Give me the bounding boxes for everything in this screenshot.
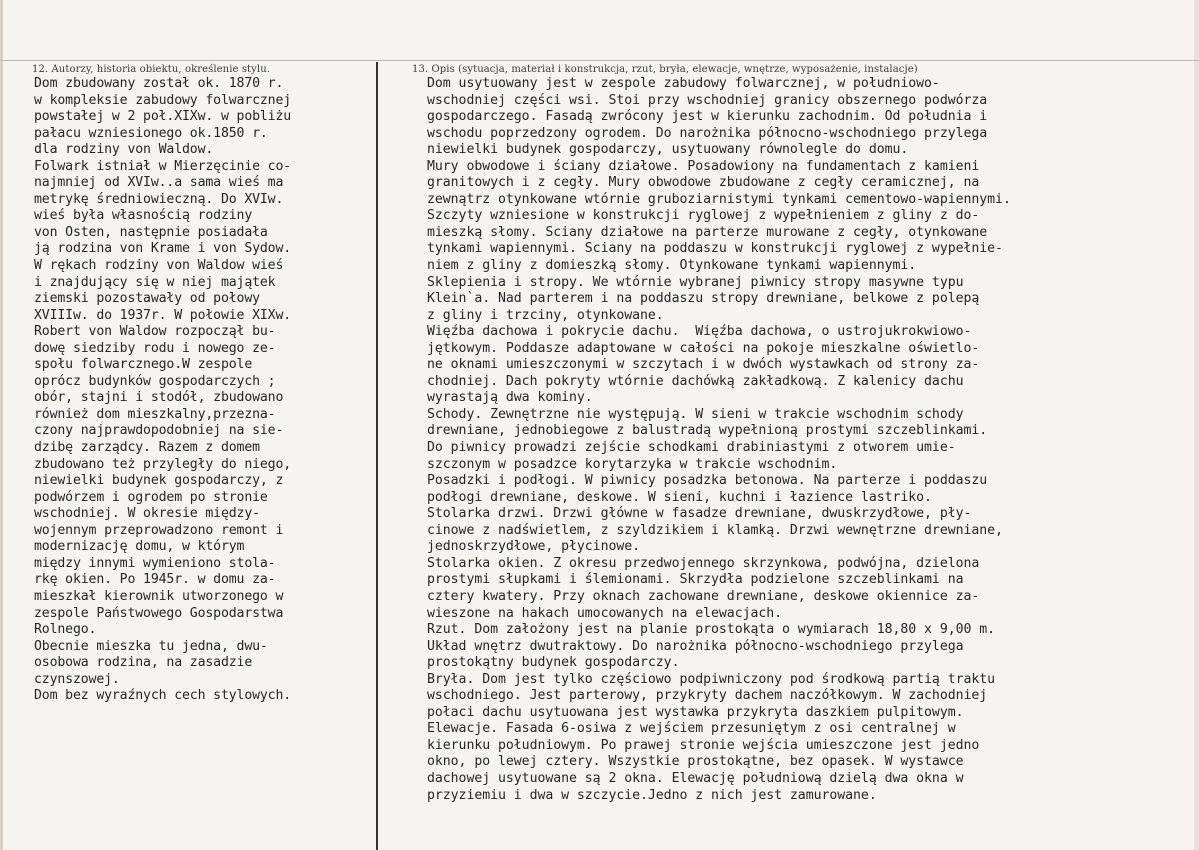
history-text-line: i znajdujący się w niej majątek	[34, 274, 276, 290]
description-text-line: wschodniego. Jest parterowy, przykryty dachem naczółkowym. W zachodniej	[427, 688, 988, 704]
history-text-line: Rolnego.	[34, 622, 97, 638]
description-text-line: Klein`a. Nad parterem i na poddaszu stropy drewniane, belkowe z polepą	[427, 291, 980, 307]
history-text-line: Robert von Waldow rozpoczął bu-	[34, 324, 276, 340]
description-text-line: zewnątrz otynkowane wtórnie gruboziarnistymi tynkami cementowo-wapiennymi.	[427, 191, 1011, 207]
description-text-column	[427, 76, 1192, 804]
history-text-line: również dom mieszkalny,przezna-	[34, 406, 276, 422]
description-text-line: z gliny i trzciny, otynkowane.	[427, 307, 664, 323]
description-text-line: granitowych i z cegły. Mury obwodowe zbudowane z cegły ceramicznej, na	[427, 175, 980, 191]
description-text-line: Układ wnętrz dwutraktowy. Do narożnika północno-wschodniego przylega	[427, 638, 964, 654]
history-text-line: podwórzem i ogrodem po stronie	[34, 489, 268, 505]
description-text-line: Elewacje. Fasada 6-osiwa z wejściem przesuniętym z osi centralnej w	[427, 721, 956, 737]
description-text-line: Szczyty wzniesione w konstrukcji ryglowej z wypełnieniem z gliny z do-	[427, 208, 980, 224]
description-text-line: wieszone na hakach umocowanych na elewacjach.	[427, 605, 783, 621]
description-text-line: Stolarka okien. Z okresu przedwojennego skrzynkowa, podwójna, dzielona	[427, 555, 980, 571]
description-text-line: szczonym w posadzce korytarzyka w trakcie wschodnim.	[427, 456, 838, 472]
history-text-line: zespole Państwowego Gospodarstwa	[34, 605, 284, 621]
history-text-line: wieś była własnością rodziny	[34, 208, 253, 224]
description-text-line: cztery kwatery. Przy oknach zachowane drewniane, deskowe okiennice za-	[427, 588, 980, 604]
history-text-line: powstałej w 2 poł.XIXw. w pobliżu	[34, 109, 292, 125]
description-text-line: gospodarczego. Fasadą zwrócony jest w kierunku zachodnim. Od południa i	[427, 109, 988, 125]
history-text-line: dowę siedziby rodu i nowego ze-	[34, 340, 276, 356]
history-text-line: dzibę zarządcy. Razem z domem	[34, 440, 260, 456]
description-text-line: Stolarka drzwi. Drzwi główne w fasadze drewniane, dwuskrzydłowe, pły-	[427, 506, 972, 522]
history-text-line: pałacu wzniesionego ok.1850 r.	[34, 125, 268, 141]
description-text-line: Do piwnicy prowadzi zejście schodkami drabiniastymi z otworem umie-	[427, 440, 956, 456]
history-text-column	[34, 76, 374, 705]
description-text-line: Posadzki i podłogi. W piwnicy posadzka betonowa. Na parterze i poddaszu	[427, 473, 988, 489]
description-text-line: prostokątny budynek gospodarczy.	[427, 655, 680, 671]
history-text-line: społu folwarcznego.W zespole	[34, 357, 253, 373]
history-text-line: Dom zbudowany został ok. 1870 r.	[34, 76, 284, 91]
history-text-line: von Osten, następnie posiadała	[34, 224, 268, 240]
history-text-line: ją rodzina von Krame i von Sydow.	[34, 241, 292, 257]
history-text-line: mieszkał kierownik utworzonego w	[34, 588, 284, 604]
history-text-line: wojennym przeprowadzono remont i	[34, 522, 284, 538]
history-text-line: W rękach rodziny von Waldow wieś	[34, 258, 284, 274]
history-text-line: obór, stajni i stodół, zbudowano	[34, 390, 284, 406]
history-text-line: oprócz budynków gospodarczych ;	[34, 373, 276, 389]
history-text-line: ziemski pozostawały od połowy	[34, 291, 260, 307]
description-text-line: Sklepienia i stropy. We wtórnie wybranej piwnicy stropy masywne typu	[427, 274, 964, 290]
history-text-line: między innymi wymieniono stola-	[34, 555, 276, 571]
description-text-line: Schody. Zewnętrzne nie występują. W sieni w trakcie wschodnim schody	[427, 406, 964, 422]
history-text-line: Dom bez wyraźnych cech stylowych.	[34, 688, 292, 704]
section-13-heading: 13. Opis (sytuacja, materiał i konstrukcja, rzut, bryła, elewacje, wnętrze, wyposażenie, instalacje)	[412, 64, 918, 75]
description-text-line: jętkowym. Poddasze adaptowane w całości na pokoje mieszkalne oświetlo-	[427, 340, 980, 356]
description-text-line: okno, po lewej cztery. Wszystkie prostokątne, bez opasek. W wystawce	[427, 754, 964, 770]
history-text-line: Folwark istniał w Mierzęcinie co-	[34, 158, 292, 174]
history-text-line: czony najprawdopodobniej na sie-	[34, 423, 284, 439]
description-text-line: ne oknami umieszczonymi w szczytach i w dwóch wystawkach od strony za-	[427, 357, 980, 373]
history-text-line: osobowa rodzina, na zasadzie	[34, 655, 253, 671]
description-text-line: drewniane, jednobiegowe z balustradą wypełnioną prostymi szczeblinkami.	[427, 423, 988, 439]
section-12-heading: 12. Autorzy, historia obiektu, określenie stylu.	[32, 64, 271, 75]
description-text-line: wschodu poprzedzony ogrodem. Do narożnika północno-wschodniego przylega	[427, 125, 988, 141]
description-text-line: prostymi słupkami i ślemionami. Skrzydła podzielone szczeblinkami na	[427, 572, 964, 588]
history-text-line: czynszowej.	[34, 671, 120, 687]
description-text-line: jednoskrzydłowe, płycinowe.	[427, 539, 641, 555]
description-text-line: Więźba dachowa i pokrycie dachu. Więźba dachowa, o ustrojukrokwiowo-	[427, 324, 972, 340]
description-text-line: Rzut. Dom założony jest na planie prostokąta o wymiarach 18,80 x 9,00 m.	[427, 622, 996, 638]
history-text-line: w kompleksie zabudowy folwarcznej	[34, 92, 292, 108]
history-text-line: modernizację domu, w którym	[34, 539, 245, 555]
history-text-line: zbudowano też przyległy do niego,	[34, 456, 292, 472]
description-text-line: niewielki budynek gospodarczy, usytuowany równolegle do domu.	[427, 142, 909, 158]
description-text-line: podłogi drewniane, deskowe. W sieni, kuchni i łazience lastriko.	[427, 489, 932, 505]
card-left-edge	[0, 0, 3, 850]
column-divider	[376, 62, 378, 850]
history-text-line: niewielki budynek gospodarczy, z	[34, 473, 284, 489]
description-text-line: cinowe z nadświetlem, z szyldzikiem i klamką. Drzwi wewnętrzne drewniane,	[427, 522, 1003, 538]
history-text-line: najmniej od XVIw..a sama wieś ma	[34, 175, 284, 191]
description-text-line: kierunku południowym. Po prawej stronie wejścia umieszczone jest jedno	[427, 737, 980, 753]
history-text-line: rkę okien. Po 1945r. w domu za-	[34, 572, 276, 588]
description-text-line: przyziemiu i dwa w szczycie.Jedno z nich jest zamurowane.	[427, 787, 877, 803]
description-text-line: tynkami wapiennymi. Sciany na poddaszu w konstrukcji ryglowej z wypełnie-	[427, 241, 1003, 257]
description-text-line: Bryła. Dom jest tylko częściowo podpiwniczony pod środkową partią traktu	[427, 671, 996, 687]
description-text-line: Dom usytuowany jest w zespole zabudowy folwarcznej, w południowo-	[427, 76, 940, 91]
description-text-line: mieszką słomy. Sciany działowe na parterze murowane z cegły, otynkowane	[427, 224, 988, 240]
description-text-line: wschodniej części wsi. Stoi przy wschodniej granicy obszernego podwórza	[427, 92, 988, 108]
history-text-line: XVIIIw. do 1937r. W połowie XIXw.	[34, 307, 292, 323]
description-text-line: połaci dachu usytuowana jest wystawka przykryta daszkiem pulpitowym.	[427, 704, 964, 720]
history-text-line: Obecnie mieszka tu jedna, dwu-	[34, 638, 268, 654]
history-text-line: metrykę średniowieczną. Do XVIw.	[34, 191, 284, 207]
header-rule	[0, 60, 1199, 61]
card-right-edge	[1194, 0, 1199, 850]
description-text-line: Mury obwodowe i ściany działowe. Posadowiony na fundamentach z kamieni	[427, 158, 980, 174]
description-text-line: niem z gliny z domieszką słomy. Otynkowane tynkami wapiennymi.	[427, 258, 917, 274]
description-text-line: chodniej. Dach pokryty wtórnie dachówką zakładkową. Z kalenicy dachu	[427, 373, 964, 389]
description-text-line: wyrastają dwa kominy.	[427, 390, 593, 406]
description-text-line: dachowej usytuowane są 2 okna. Elewację południową dzielą dwa okna w	[427, 770, 964, 786]
history-text-line: dla rodziny von Waldow.	[34, 142, 214, 158]
history-text-line: wschodniej. W okresie między-	[34, 506, 260, 522]
